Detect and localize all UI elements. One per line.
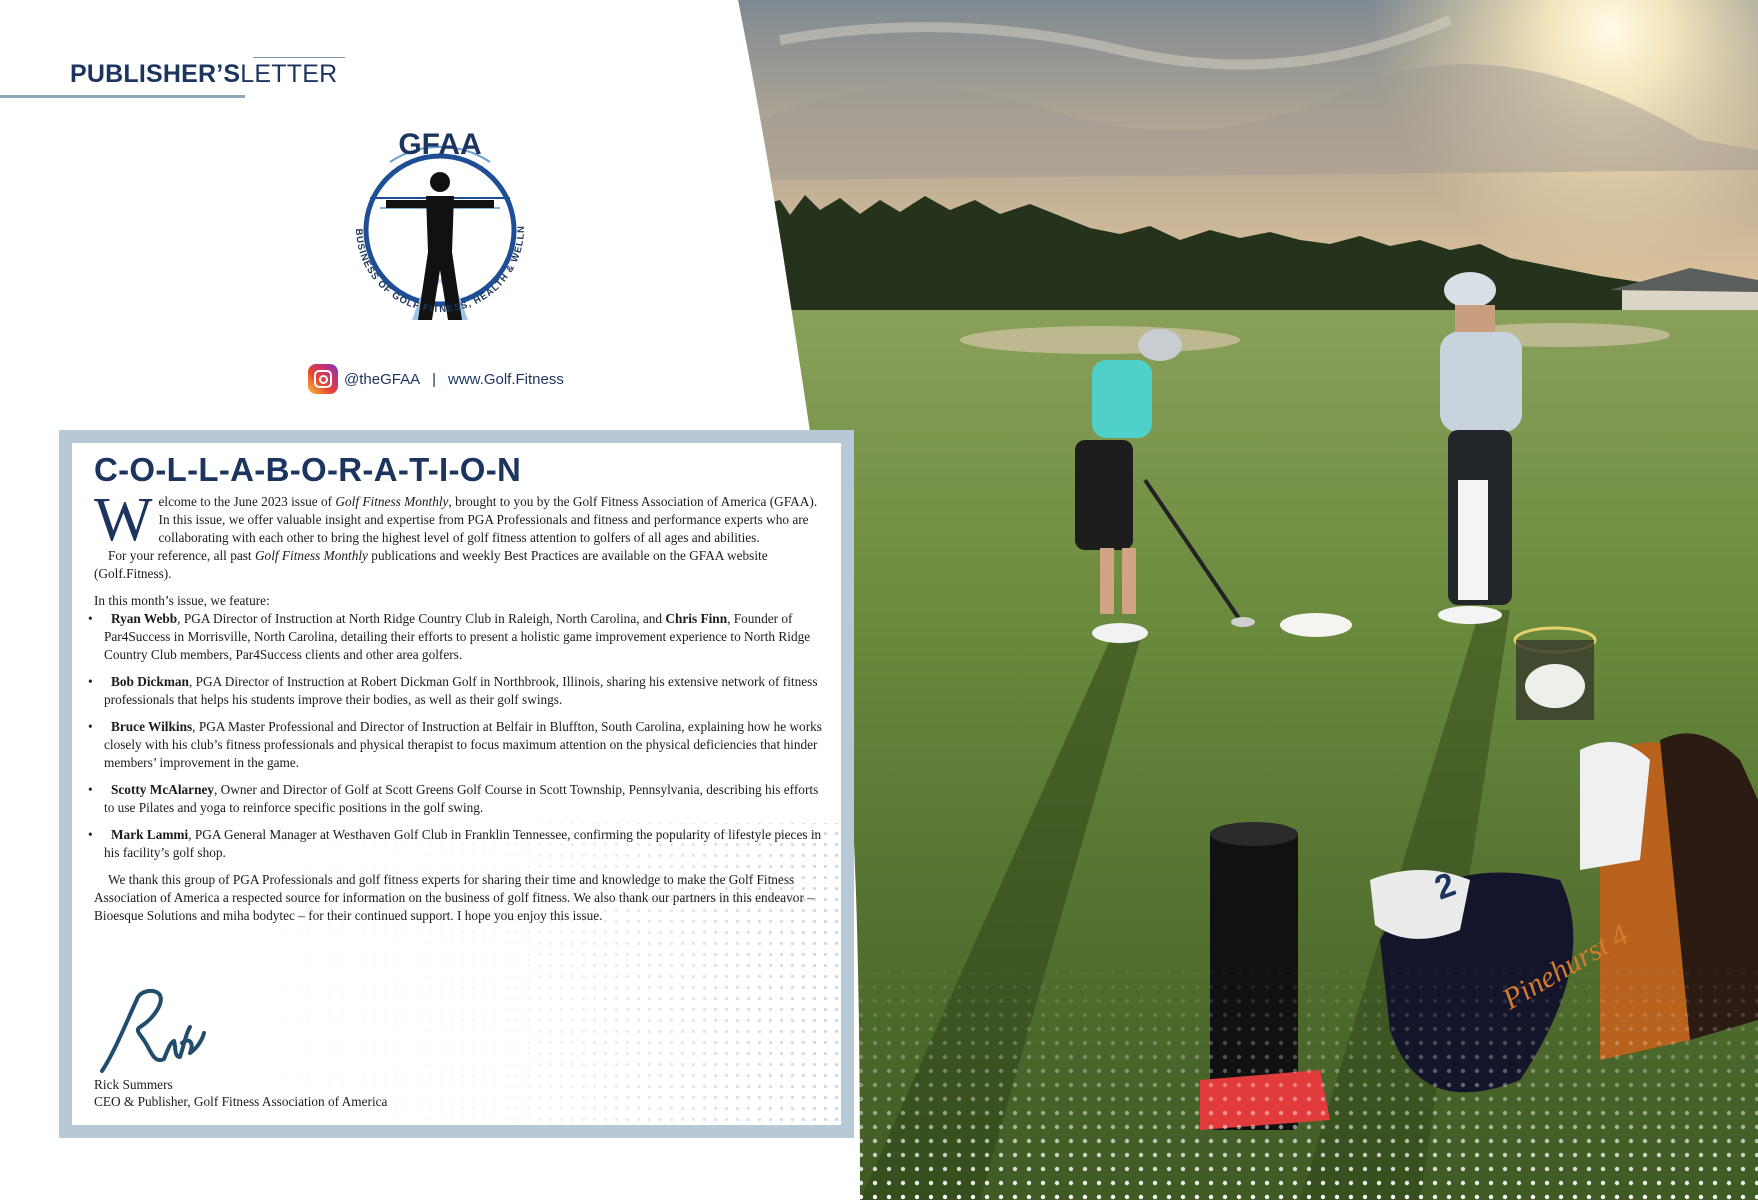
feature-text: , Founder of Par4Success in Morrisville, North Carolina, detailing their efforts to present a holistic game improvement experience to North Ridge Country Club members, Par4Success clients and other area golfers.	[104, 611, 811, 662]
bullet: •	[88, 719, 93, 734]
article-content	[88, 443, 824, 925]
signature	[94, 983, 214, 1083]
feature-text: , PGA Master Professional and Director of Instruction at Belfair in Bluffton, South Carolina, explaining how he works closely with his club’s fitness professionals and physical therapist to focus maximum attention on the physical deficiencies that hinder members’ improvement in the game.	[104, 719, 822, 770]
intro-text-b: , brought to you by the Golf Fitness Association of America (GFAA). In this issue, we offer valuable insight and expertise from PGA Professionals and fitness and performance experts who are collaborating with each other to bring the highest level of golf fitness attention to golfers of all ages and abilities.	[158, 494, 818, 545]
intro-publication-name: Golf Fitness Monthly	[335, 494, 449, 509]
signer-title: CEO & Publisher, Golf Fitness Association of America	[94, 1094, 388, 1109]
feature-text: , Owner and Director of Golf at Scott Greens Golf Course in Scott Township, Pennsylvania, describing his efforts to use Pilates and yoga to reinforce specific positions in the golf swing.	[104, 782, 819, 815]
feature-text: , PGA Director of Instruction at Robert Dickman Golf in Northbrook, Illinois, sharing his extensive network of fitness professionals that helps his students improve their bodies, as well as their golf swings.	[104, 674, 818, 707]
list-item	[88, 718, 824, 772]
logo-acronym: GFAA	[398, 128, 482, 161]
ref-publication-name: Golf Fitness Monthly	[254, 548, 368, 563]
bullet: •	[88, 674, 93, 689]
header-rule-bottom	[0, 95, 245, 98]
bullet: •	[88, 611, 93, 626]
article-title: C-O-L-L-A-B-O-R-A-T-I-O-N	[94, 451, 522, 488]
feature-intro: In this month’s issue, we feature:	[94, 593, 270, 608]
ref-text-b: publications and weekly Best Practices are available on the GFAA website (Golf.Fitness).	[94, 548, 768, 581]
section-title-light: LETTER	[240, 60, 338, 88]
feature-name: Ryan Webb	[111, 611, 178, 626]
feature-name: Bruce Wilkins	[111, 719, 193, 734]
website-link[interactable]: www.Golf.Fitness	[448, 370, 564, 388]
ref-text-a: For your reference, all past	[108, 548, 255, 563]
article-panel	[72, 443, 841, 1125]
headcover-number: 2	[1429, 865, 1461, 908]
feature-list	[88, 610, 824, 862]
list-item	[88, 610, 824, 664]
intro-text-a: elcome to the June 2023 issue of	[158, 494, 336, 509]
reference-paragraph	[94, 547, 824, 583]
section-header	[0, 54, 345, 100]
instagram-handle[interactable]: @theGFAA	[344, 370, 421, 388]
feature-text: , PGA Director of Instruction at North Ridge Country Club in Raleigh, North Carolina, and	[177, 611, 666, 626]
list-item	[88, 826, 824, 862]
intro-paragraph	[94, 486, 824, 554]
instagram-icon[interactable]	[308, 364, 338, 394]
list-item	[88, 781, 824, 817]
header-rule-top	[253, 57, 345, 58]
drop-cap: W	[94, 486, 153, 554]
article-frame	[59, 430, 854, 1138]
feature-text: , PGA General Manager at Westhaven Golf Club in Franklin Tennessee, confirming the popularity of lifestyle pieces in his facility’s golf shop.	[104, 827, 822, 860]
feature-name: Scotty McAlarney	[111, 782, 215, 797]
section-title	[70, 60, 337, 89]
list-item	[88, 673, 824, 709]
section-title-bold: PUBLISHER’S	[70, 60, 241, 88]
social-separator: |	[432, 370, 436, 388]
feature-name: Bob Dickman	[111, 674, 189, 689]
signer-block	[94, 1076, 387, 1110]
feature-name: Chris Finn	[665, 611, 728, 626]
logo-ring-text: BUSINESS OF GOLF FITNESS, HEALTH & WELLN	[352, 225, 528, 316]
social-links	[308, 363, 564, 395]
closing-paragraph: We thank this group of PGA Professionals and golf fitness experts for sharing their time and knowledge to make the Golf Fitness Association of America a respected source for information on the business of golf fitness. We also thank our partners in this endeavor – Bioesque Solutions and miha bodytec – for their continued support. I hope you enjoy this issue.	[94, 872, 814, 923]
gfaa-logo	[330, 120, 550, 340]
bullet: •	[88, 782, 93, 797]
signer-name: Rick Summers	[94, 1077, 173, 1092]
bullet: •	[88, 827, 93, 842]
feature-name: Mark Lammi	[111, 827, 189, 842]
